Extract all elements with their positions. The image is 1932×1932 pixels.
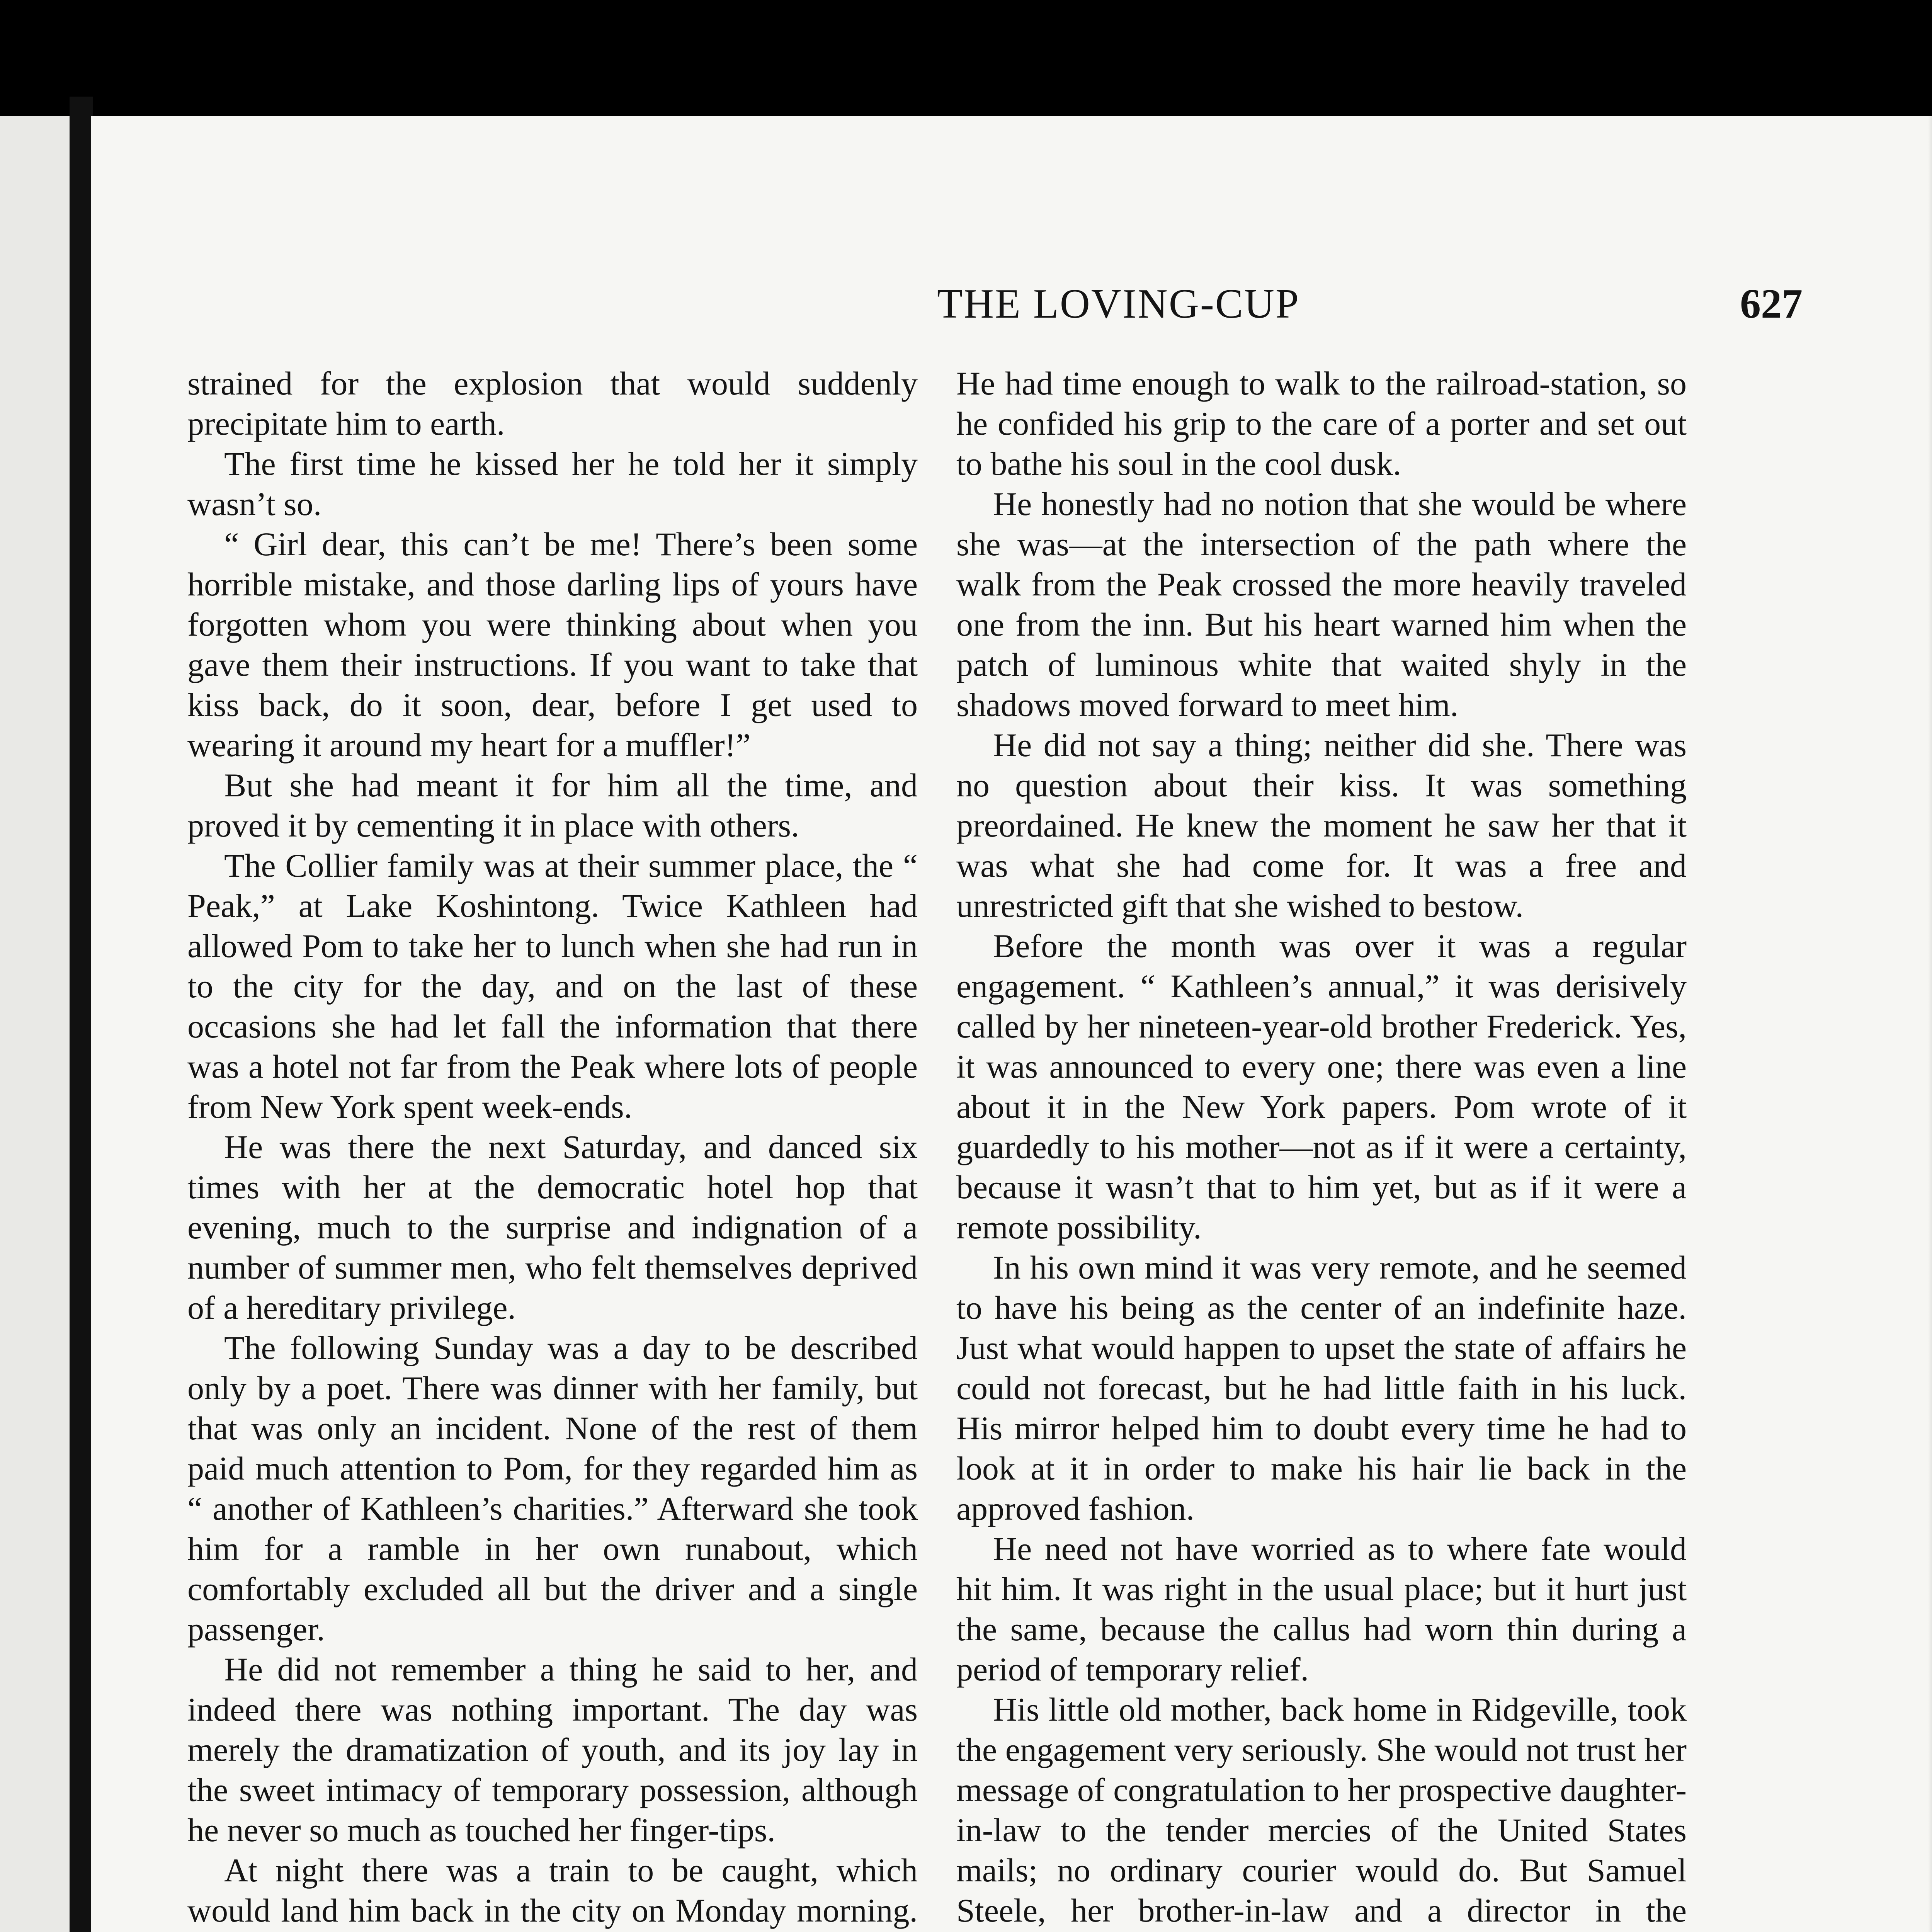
paragraph: At night there was a train to be caught, which would land him back in the city on Monday morning. — [187, 1852, 918, 1929]
paragraph: strained for the explosion that would suddenly precipitate him to earth. — [187, 365, 918, 442]
text-column-left — [187, 363, 918, 1932]
text-column-right — [956, 363, 1687, 1932]
paragraph: He honestly had no notion that she would be where she was—at the intersection of the path where the walk from the Peak crossed the more heavily traveled one from the inn. But his heart warned him when the patch of luminous white that waited shyly in the shadows moved forward to meet him. — [956, 485, 1687, 723]
paragraph: His little old mother, back home in Ridgeville, took the engagement very seriously. She would not trust her message of congratulation to her prospective daughter-in-law to the tender mercies of the United States mails; no ordinary courier would do. But Samuel Steele, her brother-in-law and a director in the — [956, 1691, 1687, 1929]
paragraph: He did not say a thing; neither did she. There was no question about their kiss. It was something preordained. He knew the moment he saw her that it was what she had come for. It was a free and unrestricted gift that she wished to bestow. — [956, 726, 1687, 924]
paragraph: “ Girl dear, this can’t be me! There’s been some horrible mistake, and those darling lips of yours have forgotten whom you were thinking about when you gave them their instructions. If you want to take that kiss back, do it soon, dear, before I get used to wearing it around my heart for a muffler!” — [187, 526, 918, 764]
paragraph: He had time enough to walk to the railroad-station, so he confided his grip to the care of a porter and set out to bathe his soul in the cool dusk. — [956, 365, 1687, 482]
paragraph: The Collier family was at their summer place, the “ Peak,” at Lake Koshintong. Twice Kathleen had allowed Pom to take her to lunch when she had run in to the city for the day, and on the last of these occasions she had let fall the information that there was a hotel not far from the Peak where lots of people from New York spent week-ends. — [187, 847, 918, 1125]
paragraph: Before the month was over it was a regular engagement. “ Kathleen’s annual,” it was derisively called by her nineteen-year-old brother Frederick. Yes, it was announced to every one; there was even a line about it in the New York papers. Pom wrote of it guardedly to his mother—not as if it were a certainty, because it wasn’t that to him yet, but as if it were a remote possibility. — [956, 927, 1687, 1246]
paragraph: The first time he kissed her he told her it simply wasn’t so. — [187, 445, 918, 522]
paragraph: In his own mind it was very remote, and he seemed to have his being as the center of an indefinite haze. Just what would happen to upset the state of affairs he could not forecast, but he had little faith in his luck. His mirror helped him to doubt every time he had to look at it in order to make his hair lie back in the approved fashion. — [956, 1249, 1687, 1527]
running-head — [91, 280, 1932, 338]
book-gutter — [70, 97, 93, 1932]
paragraph: The following Sunday was a day to be described only by a poet. There was dinner with her family, but that was only an incident. None of the rest of them paid much attention to Pom, for they regarded him as “ another of Kathleen’s charities.” Afterward she took him for a ramble in her own runabout, which comfortably excluded all but the driver and a single passenger. — [187, 1329, 918, 1648]
facing-page-edge — [0, 116, 77, 1932]
page-edge-shadow — [1928, 116, 1932, 1932]
running-title: THE LOVING-CUP — [937, 281, 1300, 327]
paragraph: He need not have worried as to where fate would hit him. It was right in the usual place; but it hurt just the same, because the callus had worn thin during a period of temporary relief. — [956, 1530, 1687, 1688]
paragraph: He was there the next Saturday, and danced six times with her at the democratic hotel hop that evening, much to the surprise and indignation of a number of summer men, who felt themselves deprived of a hereditary privilege. — [187, 1128, 918, 1326]
paragraph: But she had meant it for him all the time, and proved it by cementing it in place with others. — [187, 767, 918, 844]
page-number: 627 — [1740, 281, 1803, 327]
paragraph: He did not remember a thing he said to her, and indeed there was nothing important. The day was merely the dramatization of youth, and its joy lay in the sweet intimacy of temporary possession, although he never so much as touched her finger-tips. — [187, 1651, 918, 1849]
